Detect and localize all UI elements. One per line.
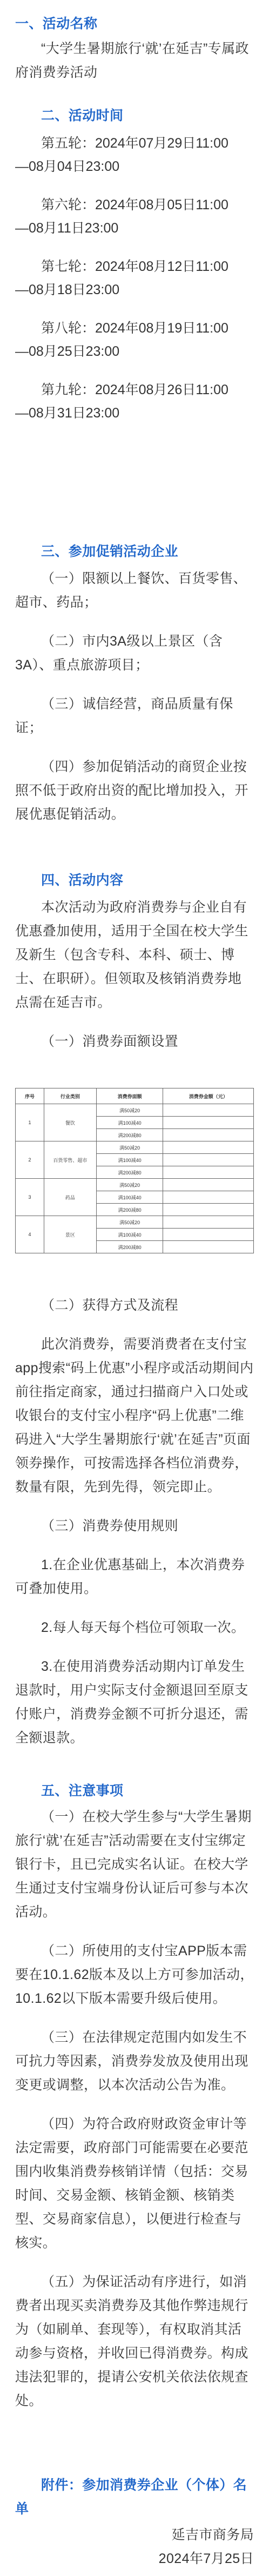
table-cell: 满200减80	[96, 1204, 163, 1216]
table-row	[16, 1141, 254, 1154]
period-end: —08月31日23:00	[15, 406, 120, 421]
table-cell	[163, 1129, 254, 1141]
section3-heading: 三、参加促销活动企业	[41, 544, 179, 559]
period-item	[15, 379, 254, 425]
table-cell: 满50减20	[96, 1179, 163, 1191]
section-activity-time	[15, 104, 254, 425]
period-item	[15, 194, 254, 240]
table-cell: 餐饮	[44, 1104, 96, 1141]
participant-item: （四）参加促销活动的商贸企业按照不低于政府出资的配比增加投入，开展优惠促销活动。	[15, 759, 248, 822]
note-item: （四）为符合政府财政资金审计等法定需要，政府部门可能需要在必要范围内收集消费券核销详情（包括：交易时间、交易金额、核销金额、核销类型、交易商家信息），以便进行检查与核实。	[15, 2116, 248, 2250]
table-cell: 3	[16, 1179, 44, 1216]
table-cell: 百货零售、超市	[44, 1141, 96, 1179]
table-cell	[163, 1229, 254, 1241]
table-cell: 满200减80	[96, 1166, 163, 1179]
rule-item: 2.每人每天每个档位可领取一次。	[41, 1620, 245, 1635]
period-start: 第五轮：2024年07月29日11:00	[41, 136, 228, 151]
participant-item: （一）限额以上餐饮、百货零售、超市、药品；	[15, 571, 247, 610]
note-item: （三）在法律规定范围内如发生不可抗力等因素，消费券发放及使用出现变更或调整，以本次活动公告为准。	[15, 2030, 248, 2093]
table-cell: 2	[16, 1141, 44, 1179]
section-notes	[15, 1779, 254, 2413]
section1-heading: 一、活动名称	[15, 16, 98, 31]
subheading-denomination: （一）消费券面额设置	[41, 1034, 179, 1049]
table-cell	[163, 1141, 254, 1154]
section-activity-name	[15, 12, 254, 84]
period-start: 第八轮：2024年08月19日11:00	[41, 321, 228, 336]
participant-item: （二）市内3A级以上景区（含3A）、重点旅游项目；	[15, 634, 223, 673]
table-cell	[163, 1117, 254, 1129]
denomination-table	[15, 1088, 254, 1253]
table-cell: 药品	[44, 1179, 96, 1216]
table-header: 行业类别	[44, 1088, 96, 1104]
table-cell	[163, 1154, 254, 1166]
rule-item: 1.在企业优惠基础上，本次消费券可叠加使用。	[15, 1557, 245, 1596]
section4-heading: 四、活动内容	[41, 873, 124, 888]
table-cell: 满100减40	[96, 1229, 163, 1241]
issue-date: 2024年7月25日	[158, 2551, 254, 2566]
table-cell: 满50减20	[96, 1141, 163, 1154]
period-end: —08月04日23:00	[15, 159, 120, 174]
table-cell	[163, 1104, 254, 1117]
table-cell: 景区	[44, 1216, 96, 1253]
attachment-link[interactable]: 附件：参加消费券企业（个体）名单	[15, 2478, 247, 2517]
section-participants	[15, 540, 254, 826]
period-end: —08月11日23:00	[15, 221, 119, 236]
table-cell: 满100减40	[96, 1117, 163, 1129]
period-item	[15, 132, 254, 178]
period-item	[15, 317, 254, 363]
signature-block	[15, 2523, 254, 2571]
section5-heading: 五、注意事项	[41, 1783, 124, 1798]
table-row	[16, 1179, 254, 1191]
section1-text: “大学生暑期旅行‘就’在延吉”专属政府消费券活动	[15, 41, 249, 80]
table-cell: 满50减20	[96, 1216, 163, 1229]
participant-item: （三）诚信经营，商品质量有保证；	[15, 696, 233, 735]
table-cell	[163, 1191, 254, 1204]
section-content	[15, 868, 254, 1053]
table-cell: 满200减80	[96, 1129, 163, 1141]
period-item	[15, 255, 254, 302]
subheading-rules: （三）消费券使用规则	[41, 1518, 179, 1533]
table-cell	[163, 1179, 254, 1191]
note-item: （一）在校大学生参与“大学生暑期旅行‘就’在延吉”活动需要在支付宝绑定银行卡，且已完成实名认证。在校大学生通过支付宝端身份认证后可参与本次活动。	[15, 1809, 252, 1920]
period-start: 第六轮：2024年08月05日11:00	[41, 197, 228, 213]
issuing-org: 延吉市商务局	[171, 2527, 254, 2542]
period-start: 第九轮：2024年08月26日11:00	[41, 382, 228, 397]
period-list	[15, 132, 254, 425]
table-header: 序号	[16, 1088, 44, 1104]
table-cell	[163, 1216, 254, 1229]
table-cell	[163, 1241, 254, 1253]
table-cell: 满100减40	[96, 1191, 163, 1204]
period-end: —08月18日23:00	[15, 282, 120, 297]
period-start: 第七轮：2024年08月12日11:00	[41, 259, 228, 274]
table-header: 消费券金额（元）	[163, 1088, 254, 1104]
section4-intro: 本次活动为政府消费券与企业自有优惠叠加使用，适用于全国在校大学生及新生（包含专科、本科、硕士、博士、在职研）。但领取及核销消费券地点需在延吉市。	[15, 900, 248, 1010]
table-cell: 满100减40	[96, 1154, 163, 1166]
table-cell	[163, 1204, 254, 1216]
table-row	[16, 1216, 254, 1229]
table-row	[16, 1104, 254, 1117]
table-header: 消费券面额	[96, 1088, 163, 1104]
table-cell: 满50减20	[96, 1104, 163, 1117]
rule-item: 3.在使用消费券活动期内订单发生退款时，用户实际支付金额退回至原支付账户，消费券金额不可折分退还，需全额退款。	[15, 1659, 248, 1745]
acquisition-text: 此次消费券，需要消费者在支付宝app搜索“码上优惠”小程序或活动期间内前往指定商家，通过扫描商户入口处或收银台的支付宝小程序“码上优惠”二维码进入“大学生暑期旅行‘就’在延吉”页面领券操作，可按需选择各档位消费券，数量有限，先到先得，领完即止。	[15, 1337, 254, 1495]
note-item: （二）所使用的支付宝APP版本需要在10.1.62版本及以上方可参加活动，10.1.62以下版本需要升级后使用。	[15, 1943, 254, 2006]
table-cell: 4	[16, 1216, 44, 1253]
attachment	[15, 2473, 254, 2521]
note-item: （五）为保证活动有序进行，如消费者出现买卖消费券及其他作弊违规行为（如刷单、套现等），有权取消其活动参与资格，并收回已得消费券。构成违法犯罪的，提请公安机关依法依规查处。	[15, 2274, 248, 2408]
subheading-acquisition: （二）获得方式及流程	[41, 1298, 179, 1313]
table-header-row	[16, 1088, 254, 1104]
period-end: —08月25日23:00	[15, 344, 120, 359]
table-cell: 满200减80	[96, 1241, 163, 1253]
table-cell: 1	[16, 1104, 44, 1141]
table-cell	[163, 1166, 254, 1179]
section-content-cont	[15, 1293, 254, 1750]
section2-heading: 二、活动时间	[41, 108, 124, 123]
